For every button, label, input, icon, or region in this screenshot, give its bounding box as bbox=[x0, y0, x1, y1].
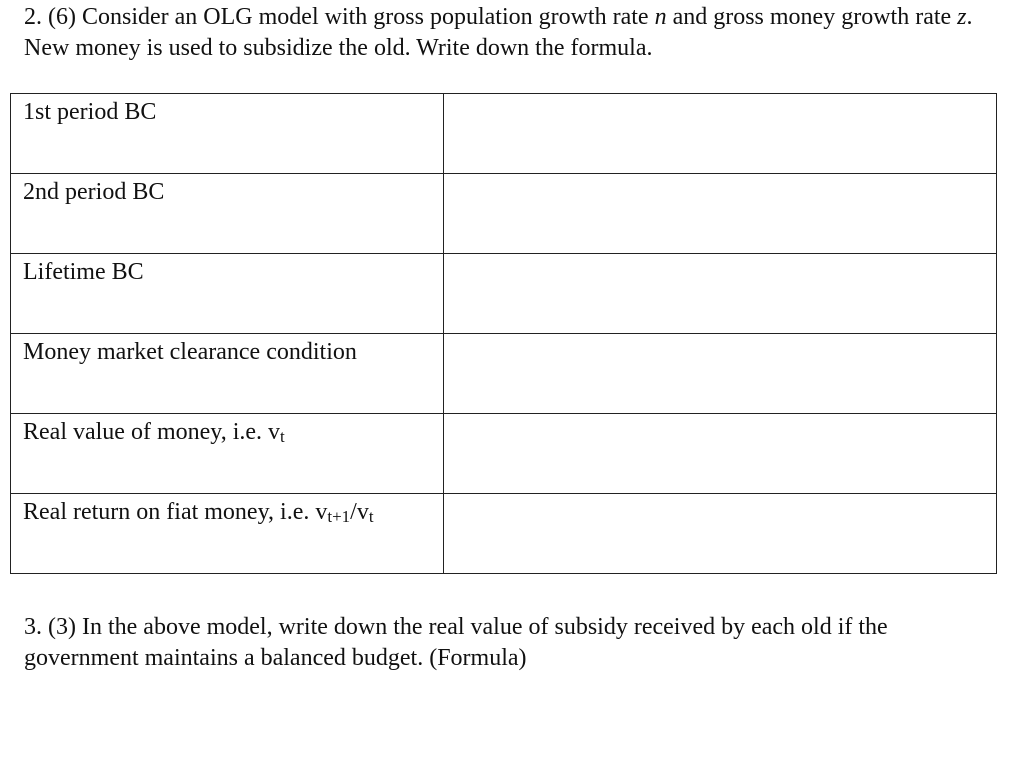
real-value-label-text: Real value of money, i.e. v bbox=[23, 419, 281, 445]
table-row bbox=[11, 94, 997, 174]
subscript-t-plus-1: t+1 bbox=[327, 507, 351, 526]
answer-cell-real-value-of-money[interactable] bbox=[444, 414, 997, 494]
subscript-t: t bbox=[368, 507, 374, 526]
question-2-prefix: 2. (6) Consider an OLG model with gross population growth rate bbox=[24, 4, 655, 30]
question-2-middle: and gross money growth rate bbox=[666, 4, 958, 30]
question-3-text: 3. (3) In the above model, write down the real value of subsidy received by each old if the government maintains a balanced budget. (Formula) bbox=[24, 614, 888, 671]
answer-cell-money-market-clearance[interactable] bbox=[444, 334, 997, 414]
row-label-real-value-of-money bbox=[11, 414, 444, 494]
row-label-first-period-bc: 1st period BC bbox=[11, 94, 444, 174]
table-row bbox=[11, 494, 997, 574]
real-return-label-text: Real return on fiat money, i.e. v bbox=[23, 499, 328, 525]
answer-cell-real-return-fiat-money[interactable] bbox=[444, 494, 997, 574]
variable-n: n bbox=[654, 4, 667, 30]
answer-cell-first-period-bc[interactable] bbox=[444, 94, 997, 174]
row-label-lifetime-bc: Lifetime BC bbox=[11, 254, 444, 334]
question-2-text bbox=[24, 2, 984, 64]
subscript-t: t bbox=[280, 427, 285, 446]
table-row bbox=[11, 254, 997, 334]
table-row bbox=[11, 334, 997, 414]
answer-table bbox=[10, 93, 997, 574]
question-2-suffix: . New money is used to subsidize the old. Write down the formula. bbox=[24, 4, 973, 61]
answer-cell-lifetime-bc[interactable] bbox=[444, 254, 997, 334]
variable-z: z bbox=[957, 4, 967, 30]
table-row bbox=[11, 174, 997, 254]
row-label-money-market-clearance: Money market clearance condition bbox=[11, 334, 444, 414]
ratio-slash-v: /v bbox=[350, 499, 369, 525]
row-label-second-period-bc: 2nd period BC bbox=[11, 174, 444, 254]
table-row bbox=[11, 414, 997, 494]
row-label-real-return-fiat-money bbox=[11, 494, 444, 574]
answer-cell-second-period-bc[interactable] bbox=[444, 174, 997, 254]
